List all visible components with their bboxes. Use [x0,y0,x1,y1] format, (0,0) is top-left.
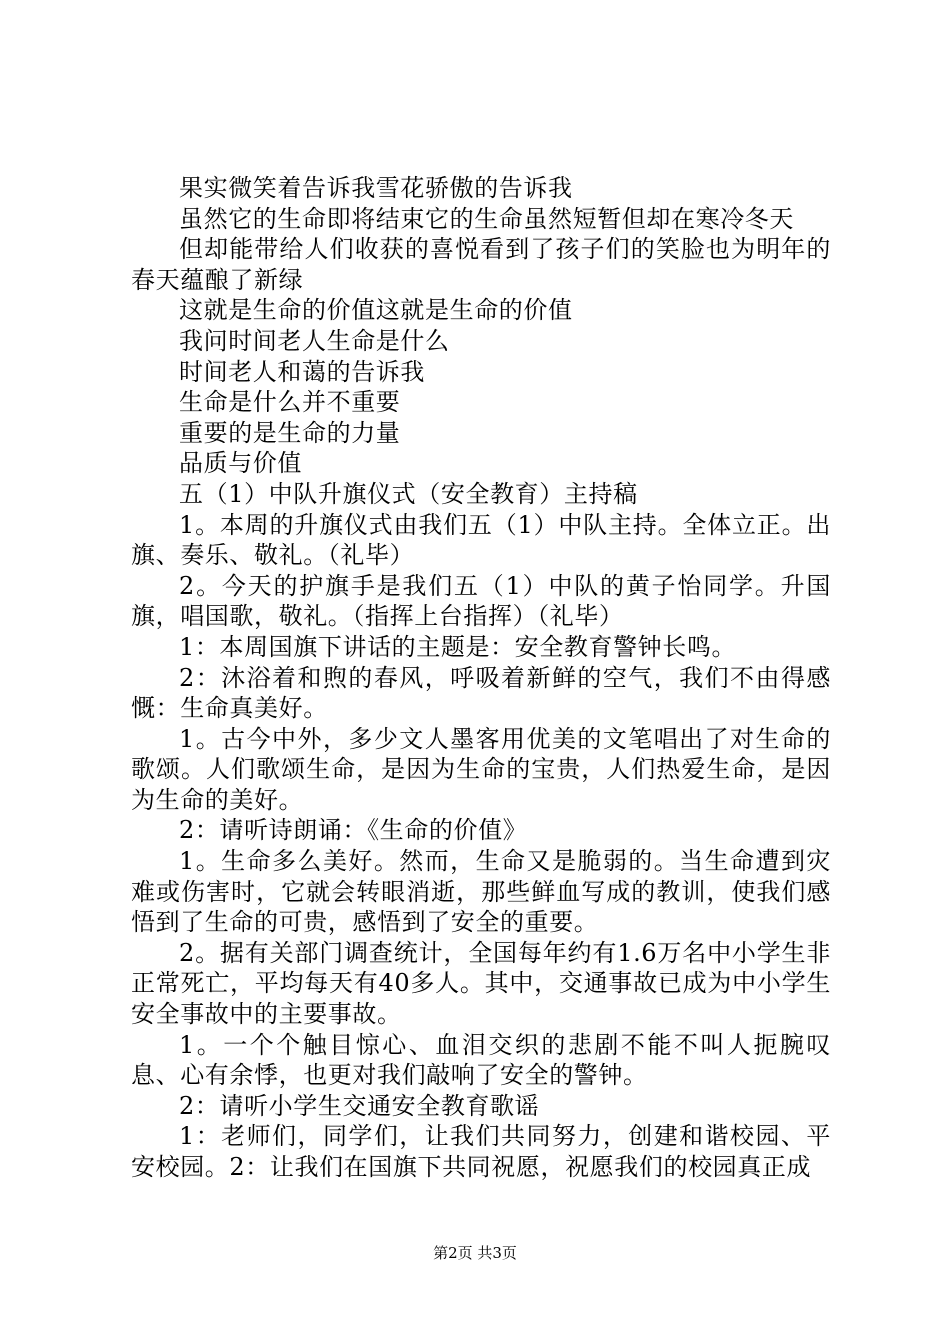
paragraph: 重要的是生命的力量 [179,418,401,447]
paragraph: 但却能带给人们收获的喜悦看到了孩子们的笑脸也为明年的春天蕴酿了新绿 [131,235,831,294]
section-heading: 五（1）中队升旗仪式（安全教育）主持稿 [179,479,638,508]
paragraph: 1。本周的升旗仪式由我们五（1）中队主持。全体立正。出旗、奏乐、敬礼。（礼毕） [131,510,831,570]
paragraph: 2。今天的护旗手是我们五（1）中队的黄子怡同学。升国旗，唱国歌，敬礼。（指挥上台指挥）（礼毕） [131,571,831,631]
paragraph: 1。生命多么美好。然而，生命又是脆弱的。当生命遭到灾难或伤害时，它就会转眼消逝，那些鲜血写成的教训，使我们感悟到了生命的可贵，感悟到了安全的重要。 [131,847,831,937]
paragraph: 生命是什么并不重要 [179,388,401,417]
paragraph: 时间老人和蔼的告诉我 [179,357,425,386]
document-body [131,173,831,1183]
paragraph: 2：沐浴着和煦的春风，呼吸着新鲜的空气，我们不由得感慨：生命真美好。 [131,663,831,723]
paragraph: 1。古今中外，多少文人墨客用优美的文笔唱出了对生命的歌颂。人们歌颂生命，是因为生命的宝贵，人们热爱生命，是因为生命的美好。 [131,724,831,814]
page-number-label: 第2页 共3页 [433,1244,517,1262]
page-footer [0,1243,950,1263]
paragraph: 果实微笑着告诉我雪花骄傲的告诉我 [179,174,573,202]
paragraph: 我问时间老人生命是什么 [179,326,450,355]
paragraph: 2：请听小学生交通安全教育歌谣 [179,1091,540,1120]
paragraph: 这就是生命的价值这就是生命的价值 [179,296,573,325]
paragraph: 虽然它的生命即将结束它的生命虽然短暂但却在寒冷冬天 [179,204,794,233]
paragraph: 1。一个个触目惊心、血泪交织的悲剧不能不叫人扼腕叹息、心有余悸，也更对我们敲响了安全的警钟。 [131,1030,831,1090]
paragraph: 品质与价值 [179,449,302,478]
paragraph: 1：本周国旗下讲话的主题是：安全教育警钟长鸣。 [179,632,737,661]
paragraph: 2。据有关部门调查统计，全国每年约有1.6万名中小学生非正常死亡，平均每天有40多人。其中，交通事故已成为中小学生安全事故中的主要事故。 [131,938,831,1029]
paragraph: 1：老师们，同学们，让我们共同努力，创建和谐校园、平安校园。2：让我们在国旗下共同祝愿，祝愿我们的校园真正成 [131,1122,831,1181]
paragraph: 2：请听诗朗诵：《生命的价值》 [179,816,528,845]
